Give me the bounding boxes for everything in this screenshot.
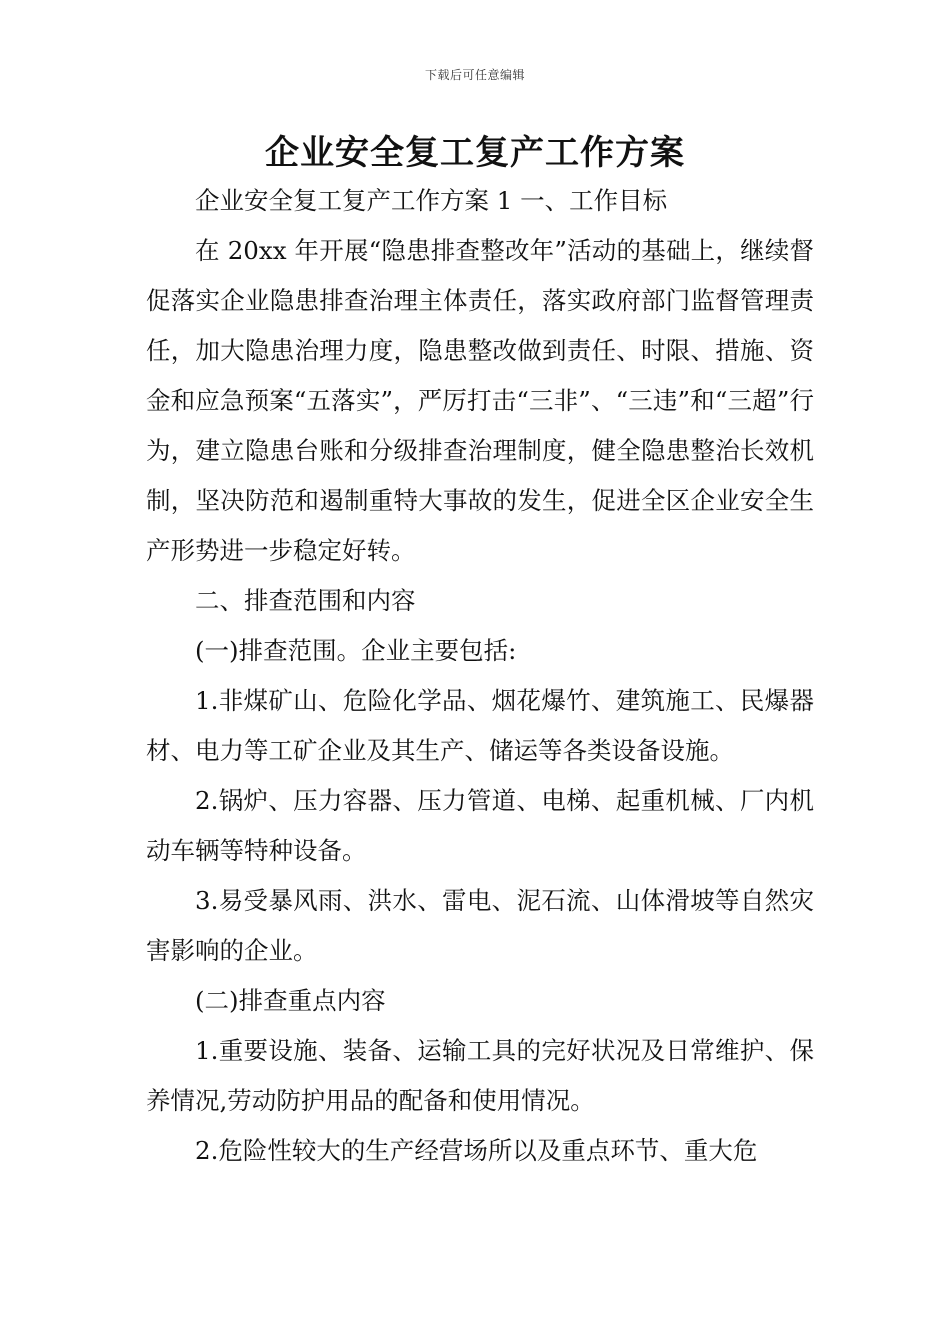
- paragraph-2: 在 20xx 年开展“隐患排查整改年”活动的基础上，继续督促落实企业隐患排查治理主体责任，落实政府部门监督管理责任，加大隐患治理力度，隐患整改做到责任、时限、措施、资金和应急预案“五落实”，严厉打击“三非”、“三违”和“三超”行为，建立隐患台账和分级排查治理制度，健全隐患整治长效机制，坚决防范和遏制重特大事故的发生，促进全区企业安全生产形势进一步稳定好转。: [146, 236, 814, 565]
- paragraph-6: 2.锅炉、压力容器、压力管道、电梯、起重机械、厂内机动车辆等特种设备。: [146, 786, 814, 865]
- paragraph-5: 1.非煤矿山、危险化学品、烟花爆竹、建筑施工、民爆器材、电力等工矿企业及其生产、储运等各类设备设施。: [146, 686, 814, 765]
- header-note: 下载后可任意编辑: [424, 68, 525, 82]
- document-body: [146, 176, 814, 1176]
- paragraph-9: 1.重要设施、装备、运输工具的完好状况及日常维护、保养情况,劳动防护用品的配备和使用情况。: [146, 1036, 814, 1115]
- paragraph-1: 企业安全复工复产工作方案 1 一、工作目标: [195, 186, 668, 215]
- document-title: 企业安全复工复产工作方案: [265, 133, 685, 173]
- paragraph-7: 3.易受暴风雨、洪水、雷电、泥石流、山体滑坡等自然灾害影响的企业。: [146, 886, 814, 965]
- paragraph-4: (一)排查范围。企业主要包括:: [195, 636, 517, 665]
- paragraph-3: 二、排查范围和内容: [195, 586, 416, 615]
- paragraph-10: 2.危险性较大的生产经营场所以及重点环节、重大危: [195, 1136, 758, 1165]
- paragraph-8: (二)排查重点内容: [195, 986, 386, 1015]
